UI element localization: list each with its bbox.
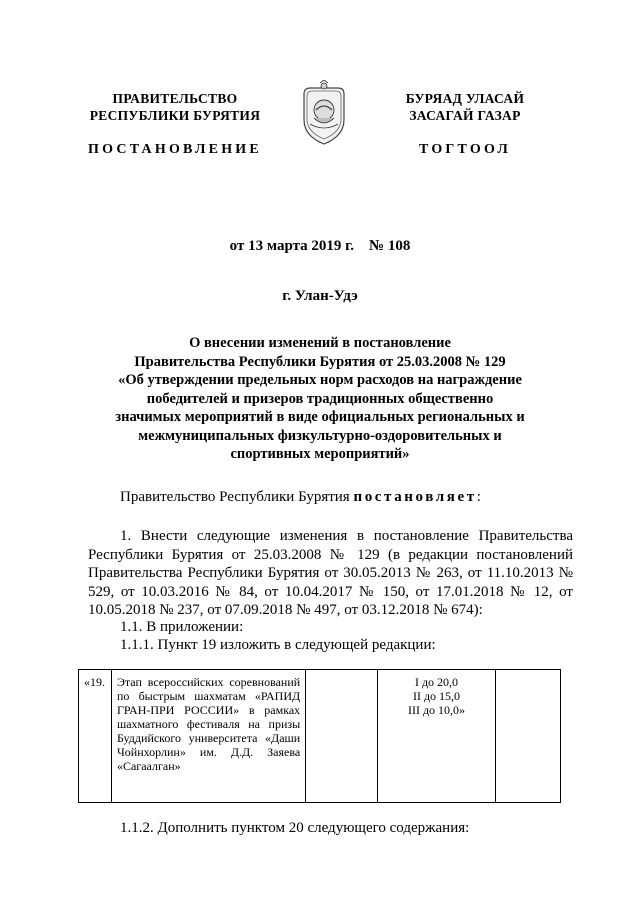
table-cell-empty-2	[495, 670, 560, 803]
prize-third: III до 10,0»	[407, 703, 466, 717]
header-right-line2: ЗАСАГАЙ ГАЗАР	[409, 108, 521, 123]
preamble-emphasis: постановляет	[353, 489, 477, 505]
table-row	[79, 670, 561, 803]
paragraph-1-1-1: 1.1.1. Пункт 19 изложить в следующей редакции:	[120, 637, 436, 653]
prize-table	[78, 669, 561, 803]
prize-second: II до 15,0	[412, 689, 461, 703]
paragraph-1: 1. Внести следующие изменения в постановление Правительства Республики Бурятия от 25.03.2008 № 129 (в редакции постановлений Правительства Республики Бурятия от 30.05.2013 № 263, от 11.10.2013 № 529, от 10.03.2016 № 84, от 10.04.2017 № 150, от 17.01.2018 № 12, от 10.05.2018 № 237, от 07.09.2018 № 497, от 03.12.2018 № 674):	[88, 528, 573, 618]
title-line: Правительства Республики Бурятия от 25.03.2008 № 129	[134, 353, 506, 370]
paragraph-1-1: 1.1. В приложении:	[120, 619, 244, 635]
city: г. Улан-Удэ	[282, 288, 358, 304]
preamble-text: Правительство Республики Бурятия	[120, 489, 354, 505]
date-number: от 13 марта 2019 г. № 108	[229, 238, 411, 254]
doc-type-right: ТОГТООЛ	[418, 142, 512, 157]
preamble-end: :	[476, 489, 481, 505]
table-cell-prizes	[378, 670, 496, 803]
title-line: О внесении изменений в постановление	[189, 335, 451, 351]
doc-type-left: ПОСТАНОВЛЕНИЕ	[88, 142, 262, 157]
title-line: спортивных мероприятий»	[230, 446, 410, 462]
header-right	[360, 90, 570, 124]
paragraph-1-1-2: 1.1.2. Дополнить пунктом 20 следующего содержания:	[120, 820, 470, 836]
table-cell-number: «19.	[79, 670, 112, 803]
header-left-line1: ПРАВИТЕЛЬСТВО	[112, 91, 238, 106]
header-right-line1: БУРЯАД УЛАСАЙ	[405, 91, 525, 106]
title-line: «Об утверждении предельных норм расходов на награждение	[118, 372, 522, 388]
header-left	[70, 90, 280, 124]
document-title	[60, 334, 580, 464]
prize-first: I до 20,0	[414, 675, 459, 689]
title-line: межмуниципальных физкультурно-оздоровительных и	[138, 427, 502, 444]
coat-of-arms-emblem	[298, 80, 350, 148]
table-cell-empty-1	[306, 670, 378, 803]
title-line: победителей и призеров традиционных общественно	[146, 390, 494, 407]
table-cell-event: Этап всероссийских соревнований по быстрым шахматам «РАПИД ГРАН-ПРИ РОССИИ» в рамках шахматного фестиваля на призы Буддийского университета «Даши Чойнхорлин» им. Д.Д. Заяева «Сагаалган»	[111, 670, 305, 803]
preamble	[120, 488, 481, 507]
header-left-line2: РЕСПУБЛИКИ БУРЯТИЯ	[89, 108, 261, 123]
title-line: значимых мероприятий в виде официальных региональных и	[115, 409, 525, 425]
